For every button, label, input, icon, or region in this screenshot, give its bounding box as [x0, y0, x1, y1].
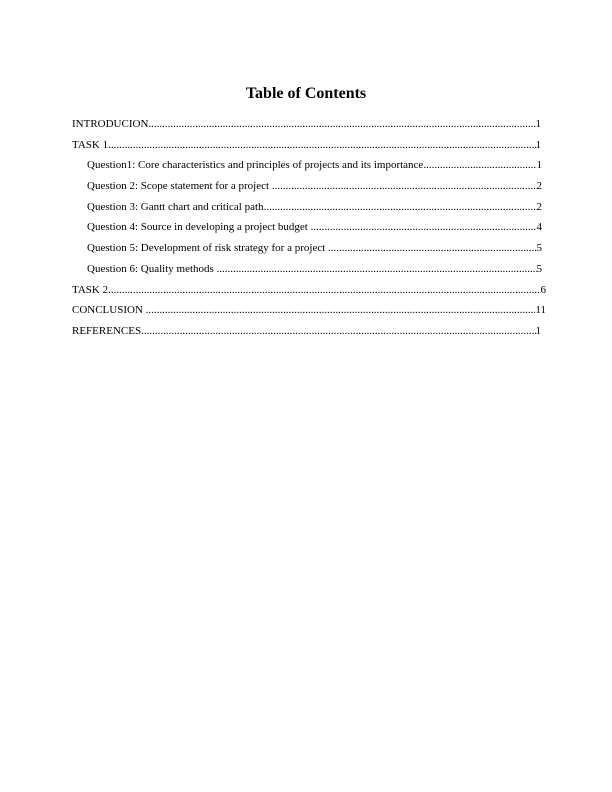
toc-entry-page-number: 1: [535, 138, 541, 151]
toc-entry-label: Question1: Core characteristics and principles of projects and its importance: [87, 159, 424, 172]
toc-entry-conclusion[interactable]: [72, 303, 546, 324]
dot-leader: [108, 138, 535, 152]
dot-leader: [108, 283, 540, 297]
toc-entry-page-number: 5: [536, 242, 542, 255]
toc-entry-label: Question 5: Development of risk strategy for a project: [87, 242, 329, 255]
toc-entry-task-1[interactable]: [72, 138, 541, 159]
toc-entry-page-number: 6: [540, 283, 546, 296]
toc-entry-label: TASK 1: [72, 138, 109, 151]
toc-entry-question-2[interactable]: [72, 179, 542, 200]
toc-entry-page-number: 1: [536, 159, 542, 172]
toc-entry-label: Question 3: Gantt chart and critical path: [87, 200, 264, 213]
toc-entry-question-6[interactable]: [72, 262, 542, 283]
toc-entry-question-5[interactable]: [72, 241, 542, 262]
toc-entry-references[interactable]: [72, 324, 541, 345]
dot-leader: [328, 241, 536, 255]
toc-entry-page-number: 2: [536, 200, 542, 213]
toc-entry-label: Question 2: Scope statement for a project: [87, 180, 272, 193]
toc-entry-label: TASK 2: [72, 283, 109, 296]
toc-entry-label: Question 4: Source in developing a project budget: [87, 221, 311, 234]
toc-entry-question-4[interactable]: [72, 220, 542, 241]
toc-entry-page-number: 1: [535, 118, 541, 130]
dot-leader: [311, 220, 537, 234]
page-title: Table of Contents: [245, 85, 367, 102]
toc-entry-question-3[interactable]: [72, 200, 542, 221]
dot-leader: [141, 324, 535, 338]
table-of-contents: [72, 117, 546, 345]
toc-entry-question-1[interactable]: [72, 158, 542, 179]
toc-entry-page-number: 5: [536, 262, 542, 275]
dot-leader: [148, 117, 535, 131]
dot-leader: [423, 158, 536, 172]
toc-entry-label: REFERENCES: [72, 324, 142, 337]
toc-entry-label: Question 6: Quality methods: [87, 262, 217, 275]
dot-leader: [272, 179, 537, 193]
toc-entry-introduction[interactable]: [72, 117, 541, 138]
toc-entry-page-number: 1: [535, 324, 541, 337]
toc-entry-label: INTRODUCION: [72, 118, 149, 130]
toc-entry-page-number: 2: [536, 180, 542, 193]
toc-entry-task-2[interactable]: [72, 283, 546, 304]
dot-leader: [264, 200, 537, 214]
toc-entry-page-number: 4: [536, 221, 542, 234]
dot-leader: [217, 262, 537, 276]
toc-entry-label: CONCLUSION: [72, 304, 146, 317]
dot-leader: [146, 303, 536, 317]
toc-entry-page-number: 11: [535, 304, 546, 317]
